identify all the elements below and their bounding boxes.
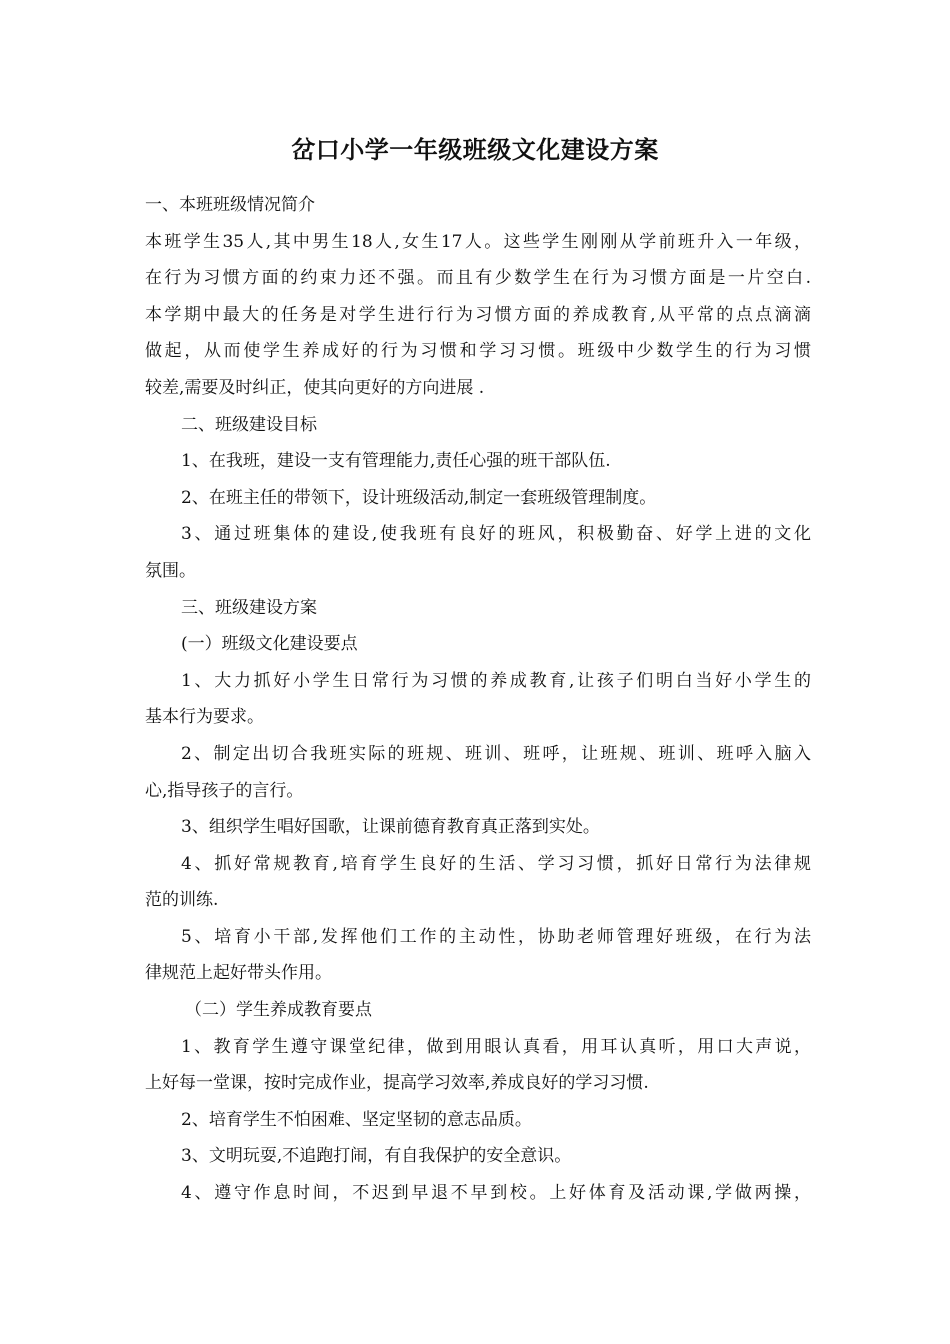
paragraph-line: 本班学生35人,其中男生18人,女生17人。这些学生刚刚从学前班升入一年级，	[145, 231, 811, 252]
list-item-continuation: 上好每一堂课，按时完成作业，提高学习效率,养成良好的学习习惯.	[145, 1073, 649, 1094]
list-item: 2、在班主任的带领下，设计班级活动,制定一套班级管理制度。	[181, 487, 657, 508]
document-title: 岔口小学一年级班级文化建设方案	[291, 136, 659, 164]
list-item-continuation: 基本行为要求。	[145, 707, 264, 728]
list-item: 4、遵守作息时间，不迟到早退不早到校。上好体育及活动课,学做两操，	[181, 1183, 811, 1204]
list-item: 1、教育学生遵守课堂纪律，做到用眼认真看，用耳认真听，用口大声说，	[181, 1036, 811, 1057]
subsection-heading: （二）学生养成教育要点	[185, 1000, 372, 1021]
section-heading-2: 二、班级建设目标	[181, 414, 317, 435]
list-item: 2、制定出切合我班实际的班规、班训、班呼，让班规、班训、班呼入脑入	[181, 743, 811, 764]
paragraph-line: 做起，从而使学生养成好的行为习惯和学习习惯。班级中少数学生的行为习惯	[145, 341, 811, 362]
paragraph-line: 在行为习惯方面的约束力还不强。而且有少数学生在行为习惯方面是一片空白.	[145, 268, 811, 289]
list-item: 3、文明玩耍,不追跑打闹，有自我保护的安全意识。	[181, 1146, 572, 1167]
list-item: 3、通过班集体的建设,使我班有良好的班风，积极勤奋、好学上进的文化	[181, 524, 811, 545]
subsection-heading: (一）班级文化建设要点	[181, 634, 358, 655]
list-item: 4、抓好常规教育,培育学生良好的生活、学习习惯，抓好日常行为法律规	[181, 853, 811, 874]
list-item-continuation: 律规范上起好带头作用。	[145, 963, 332, 984]
list-item-continuation: 范的训练.	[145, 890, 219, 911]
paragraph-line: 较差,需要及时纠正，使其向更好的方向进展 .	[145, 377, 485, 398]
list-item: 1、在我班，建设一支有管理能力,责任心强的班干部队伍.	[181, 451, 611, 472]
list-item: 1、大力抓好小学生日常行为习惯的养成教育,让孩子们明白当好小学生的	[181, 670, 811, 691]
section-heading-3: 三、班级建设方案	[181, 597, 317, 618]
list-item: 2、培育学生不怕困难、坚定坚韧的意志品质。	[181, 1109, 532, 1130]
list-item: 3、组织学生唱好国歌，让课前德育教育真正落到实处。	[181, 817, 600, 838]
list-item-continuation: 心,指导孩子的言行。	[145, 780, 304, 801]
list-item: 5、培育小干部,发挥他们工作的主动性，协助老师管理好班级，在行为法	[181, 926, 811, 947]
paragraph-line: 本学期中最大的任务是对学生进行行为习惯方面的养成教育,从平常的点点滴滴	[145, 304, 811, 325]
list-item-continuation: 氛围。	[145, 560, 196, 581]
document-body	[145, 187, 811, 1212]
section-heading-1: 一、本班班级情况简介	[145, 195, 315, 215]
